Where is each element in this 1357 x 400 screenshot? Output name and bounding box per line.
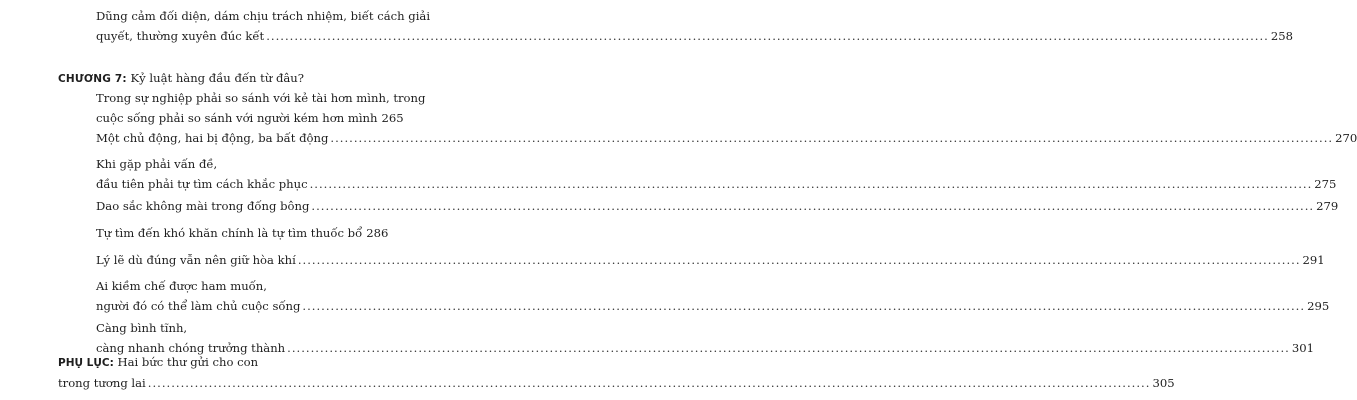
toc-entry-line: Một chủ động, hai bị động, ba bất động: [96, 131, 329, 145]
chapter-title: Kỷ luật hàng đầu đến từ đâu?: [130, 71, 304, 85]
toc-entry[interactable]: [96, 276, 1330, 316]
toc-entry-line: người đó có thể làm chủ cuộc sống: [96, 299, 301, 313]
toc-entry-line: Càng bình tĩnh,: [96, 321, 188, 335]
dot-leader: [302, 296, 1305, 316]
page-number: 258: [1270, 29, 1294, 43]
page-number: 286: [366, 226, 389, 240]
dot-leader: [298, 250, 1301, 270]
toc-entry-line: đầu tiên phải tự tìm cách khắc phục: [96, 177, 308, 191]
appendix-entry[interactable]: [58, 352, 1175, 393]
page-number: 270: [1335, 131, 1357, 145]
toc-entry[interactable]: [96, 196, 1339, 216]
toc-entry[interactable]: [96, 154, 1337, 194]
toc-entry[interactable]: [96, 128, 1357, 148]
toc-entry-line: Tự tìm đến khó khăn chính là tự tìm thuốc bổ: [96, 226, 363, 240]
chapter-heading[interactable]: [58, 68, 304, 89]
page-number: 295: [1307, 299, 1330, 313]
chapter-label: CHƯƠNG 7:: [58, 73, 127, 85]
toc-entry[interactable]: [96, 250, 1325, 270]
toc-entry-line: quyết, thường xuyên đúc kết: [96, 29, 265, 43]
dot-leader: [266, 26, 1269, 46]
page-number: 291: [1302, 253, 1325, 267]
dot-leader: [310, 174, 1313, 194]
dot-leader: [287, 338, 1290, 358]
page-number: 301: [1291, 341, 1314, 355]
toc-entry[interactable]: [96, 6, 1294, 46]
appendix-label: PHỤ LỤC:: [58, 357, 114, 369]
toc-entry-line: cuộc sống phải so sánh với người kém hơn mình: [96, 111, 378, 125]
toc-entry-line: Trong sự nghiệp phải so sánh với kẻ tài hơn mình, trong: [96, 91, 426, 105]
toc-entry-line: Khi gặp phải vấn đề,: [96, 157, 218, 171]
page-number: 275: [1314, 177, 1337, 191]
dot-leader: [330, 128, 1333, 148]
dot-leader: [311, 196, 1314, 216]
page-number: 279: [1316, 199, 1339, 213]
toc-entry-line: Dao sắc không mài trong đống bông: [96, 199, 310, 213]
page-number: 305: [1152, 376, 1175, 390]
appendix-title-line: trong tương lai: [58, 376, 146, 390]
page-number: 265: [381, 111, 404, 125]
toc-entry-line: càng nhanh chóng trưởng thành: [96, 341, 286, 355]
toc-entry[interactable]: [96, 223, 389, 243]
toc-entry[interactable]: [96, 88, 426, 128]
toc-entry-line: Lý lẽ dù đúng vẫn nên giữ hòa khí: [96, 253, 296, 267]
toc-entry-line: Dũng cảm đối diện, dám chịu trách nhiệm, biết cách giải: [96, 9, 431, 23]
appendix-title-line: Hai bức thư gửi cho con: [117, 355, 259, 369]
dot-leader: [148, 373, 1151, 393]
toc-entry-line: Ai kiềm chế được ham muốn,: [96, 279, 267, 293]
